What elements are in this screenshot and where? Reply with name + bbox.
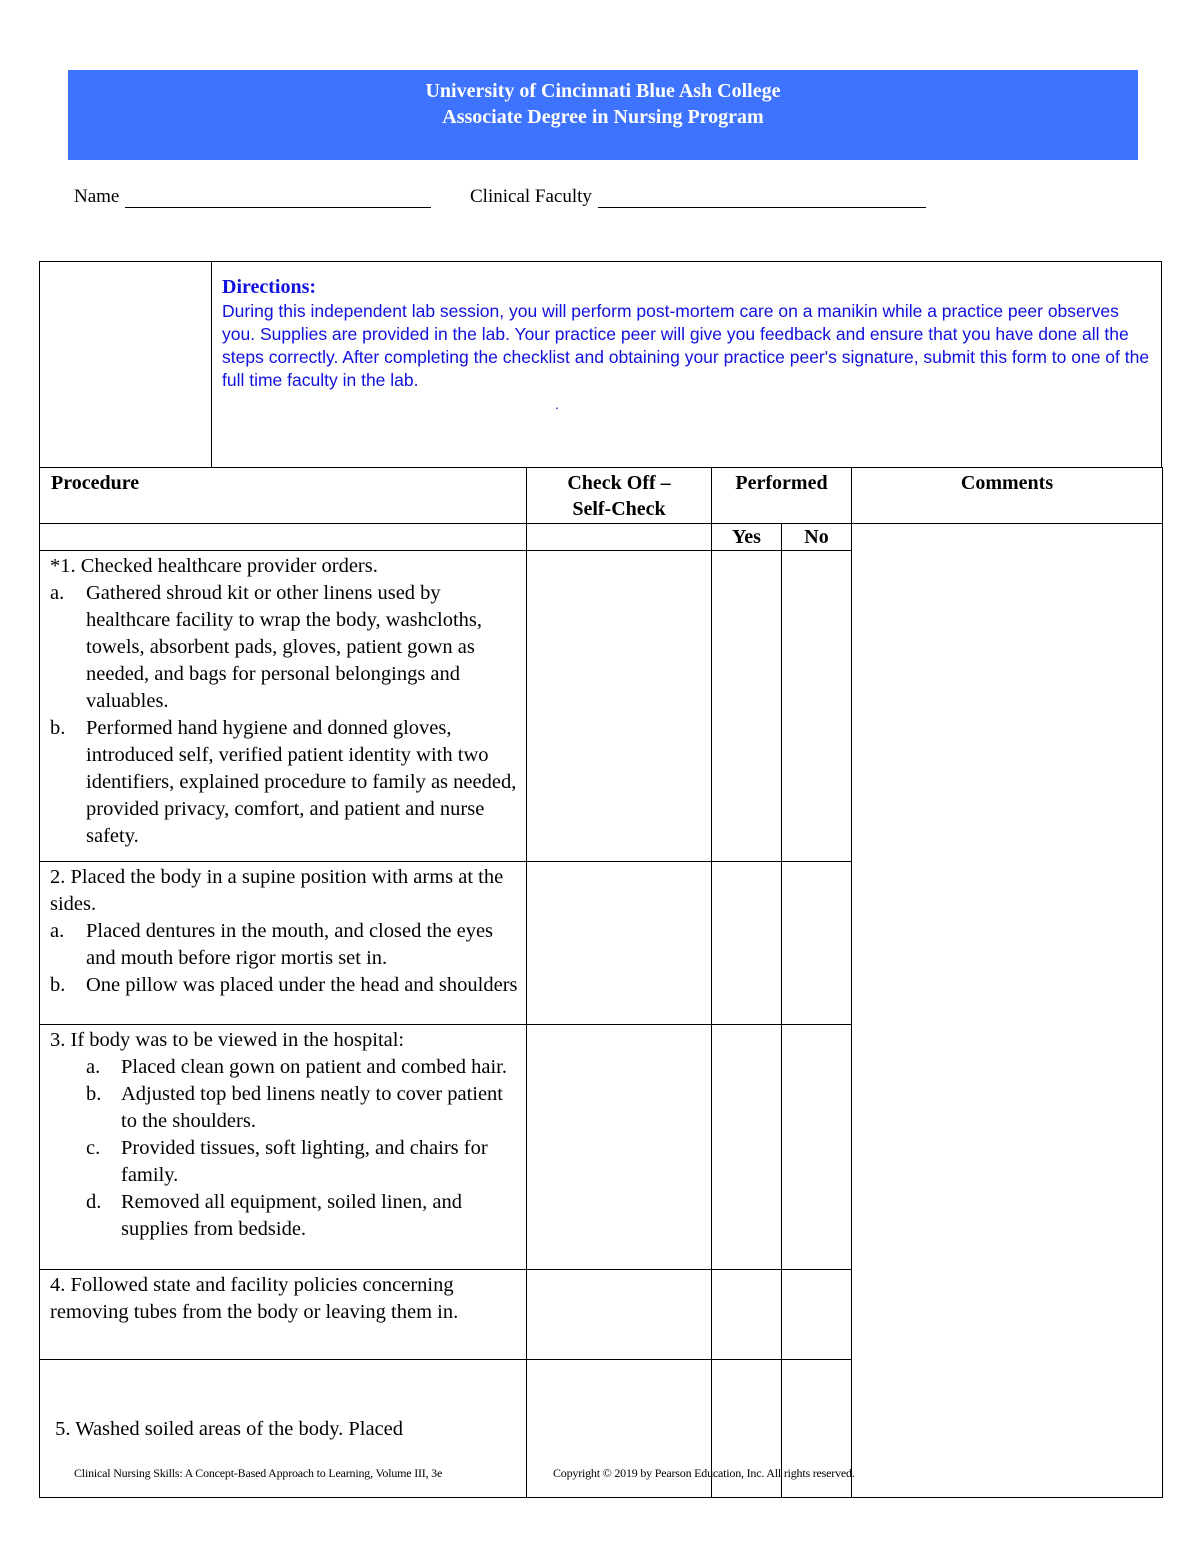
footer-book-title: Clinical Nursing Skills: A Concept-Based Approach to Learning, Volume III, 3e	[74, 1466, 443, 1480]
no-cell[interactable]	[782, 1270, 852, 1360]
step-main-text: 3. If body was to be viewed in the hospital:	[50, 1029, 405, 1051]
procedure-step-4	[40, 1270, 527, 1360]
substep	[50, 972, 522, 999]
clinical-faculty-label: Clinical Faculty	[470, 186, 592, 207]
substep-text: Removed all equipment, soiled linen, and supplies from bedside.	[121, 1191, 463, 1240]
procedure-header: Procedure	[40, 468, 527, 524]
clinical-faculty-line[interactable]	[598, 187, 926, 208]
yes-cell[interactable]	[712, 551, 782, 862]
substep-text: Placed clean gown on patient and combed hair.	[121, 1056, 507, 1078]
procedure-step-2	[40, 862, 527, 1025]
yes-cell[interactable]	[712, 1025, 782, 1270]
procedure-step-3	[40, 1025, 527, 1270]
substep-label: b.	[50, 974, 66, 996]
yes-header: Yes	[712, 524, 782, 551]
self-check-cell[interactable]	[527, 862, 712, 1025]
substep-label: b.	[86, 1083, 102, 1105]
performed-header: Performed	[712, 468, 852, 524]
directions-blank-cell	[40, 262, 212, 467]
substep	[50, 1054, 522, 1081]
substep-label: b.	[50, 717, 66, 739]
no-cell[interactable]	[782, 1025, 852, 1270]
substep-label: d.	[86, 1191, 102, 1213]
clinical-faculty-field[interactable]	[470, 186, 926, 208]
college-title: University of Cincinnati Blue Ash College	[425, 80, 781, 102]
directions-box	[39, 261, 1162, 468]
header-banner	[68, 70, 1138, 160]
step-main-text: 5. Washed soiled areas of the body. Placed	[50, 1418, 404, 1440]
comments-cell[interactable]	[852, 524, 1163, 1498]
name-field[interactable]	[74, 186, 431, 208]
substep-text: One pillow was placed under the head and shoulders	[86, 974, 518, 996]
step-main-text: 4. Followed state and facility policies concerning removing tubes from the body or leaving them in.	[50, 1274, 459, 1323]
substep-text: Adjusted top bed linens neatly to cover patient to the shoulders.	[121, 1083, 504, 1132]
substep	[50, 1189, 522, 1243]
procedure-step-1	[40, 551, 527, 862]
yes-cell[interactable]	[712, 862, 782, 1025]
blank-cell	[527, 524, 712, 551]
no-cell[interactable]	[782, 862, 852, 1025]
name-label: Name	[74, 186, 120, 207]
program-title: Associate Degree in Nursing Program	[442, 106, 764, 128]
directions-text: During this independent lab session, you will perform post-mortem care on a manikin while a practice peer observes you. Supplies are provided in the lab. Your practice peer will give you feedback and ensure that you have done all the steps correctly. After completing the checklist and obtaining your practice peer's signature, submit this form to one of the full time faculty in the lab.	[222, 301, 1150, 390]
substep	[50, 715, 522, 850]
self-check-cell[interactable]	[527, 551, 712, 862]
substep	[50, 1081, 522, 1135]
yes-cell[interactable]	[712, 1270, 782, 1360]
substep-text: Gathered shroud kit or other linens used by healthcare facility to wrap the body, washcloths, towels, absorbent pads, gloves, patient gown as needed, and bags for personal belongings and valuables.	[86, 582, 483, 712]
table-header-row	[40, 468, 1163, 524]
substep-text: Provided tissues, soft lighting, and chairs for family.	[121, 1137, 488, 1186]
self-check-cell[interactable]	[527, 1025, 712, 1270]
checkoff-header	[527, 468, 712, 524]
comments-header: Comments	[852, 468, 1163, 524]
self-check-cell[interactable]	[527, 1270, 712, 1360]
footer-copyright: Copyright © 2019 by Pearson Education, Inc. All rights reserved.	[553, 1466, 855, 1480]
substep-label: a.	[50, 582, 65, 604]
directions-trailing-dot: .	[555, 396, 559, 412]
checkoff-header-line2: Self-Check	[572, 498, 666, 520]
name-line[interactable]	[125, 187, 431, 208]
substep-text: Performed hand hygiene and donned gloves, introduced self, verified patient identity with two identifiers, explained procedure to family as needed, provided privacy, comfort, and patient and nurse safety.	[86, 717, 517, 847]
no-header: No	[782, 524, 852, 551]
directions-title: Directions:	[222, 276, 317, 298]
no-cell[interactable]	[782, 551, 852, 862]
substep	[50, 1135, 522, 1189]
step-main-text: *1. Checked healthcare provider orders.	[50, 555, 378, 577]
directions-content	[222, 274, 1152, 412]
substep	[50, 580, 522, 715]
procedure-checklist-table	[39, 467, 1163, 1498]
substep-label: c.	[86, 1137, 101, 1159]
substep	[50, 918, 522, 972]
yes-no-row	[40, 524, 1163, 551]
substep-text: Placed dentures in the mouth, and closed the eyes and mouth before rigor mortis set in.	[86, 920, 494, 969]
blank-cell	[40, 524, 527, 551]
step-main-text: 2. Placed the body in a supine position with arms at the sides.	[50, 866, 504, 915]
substep-label: a.	[50, 920, 65, 942]
substep-label: a.	[86, 1056, 101, 1078]
checkoff-header-line1: Check Off –	[567, 472, 671, 494]
